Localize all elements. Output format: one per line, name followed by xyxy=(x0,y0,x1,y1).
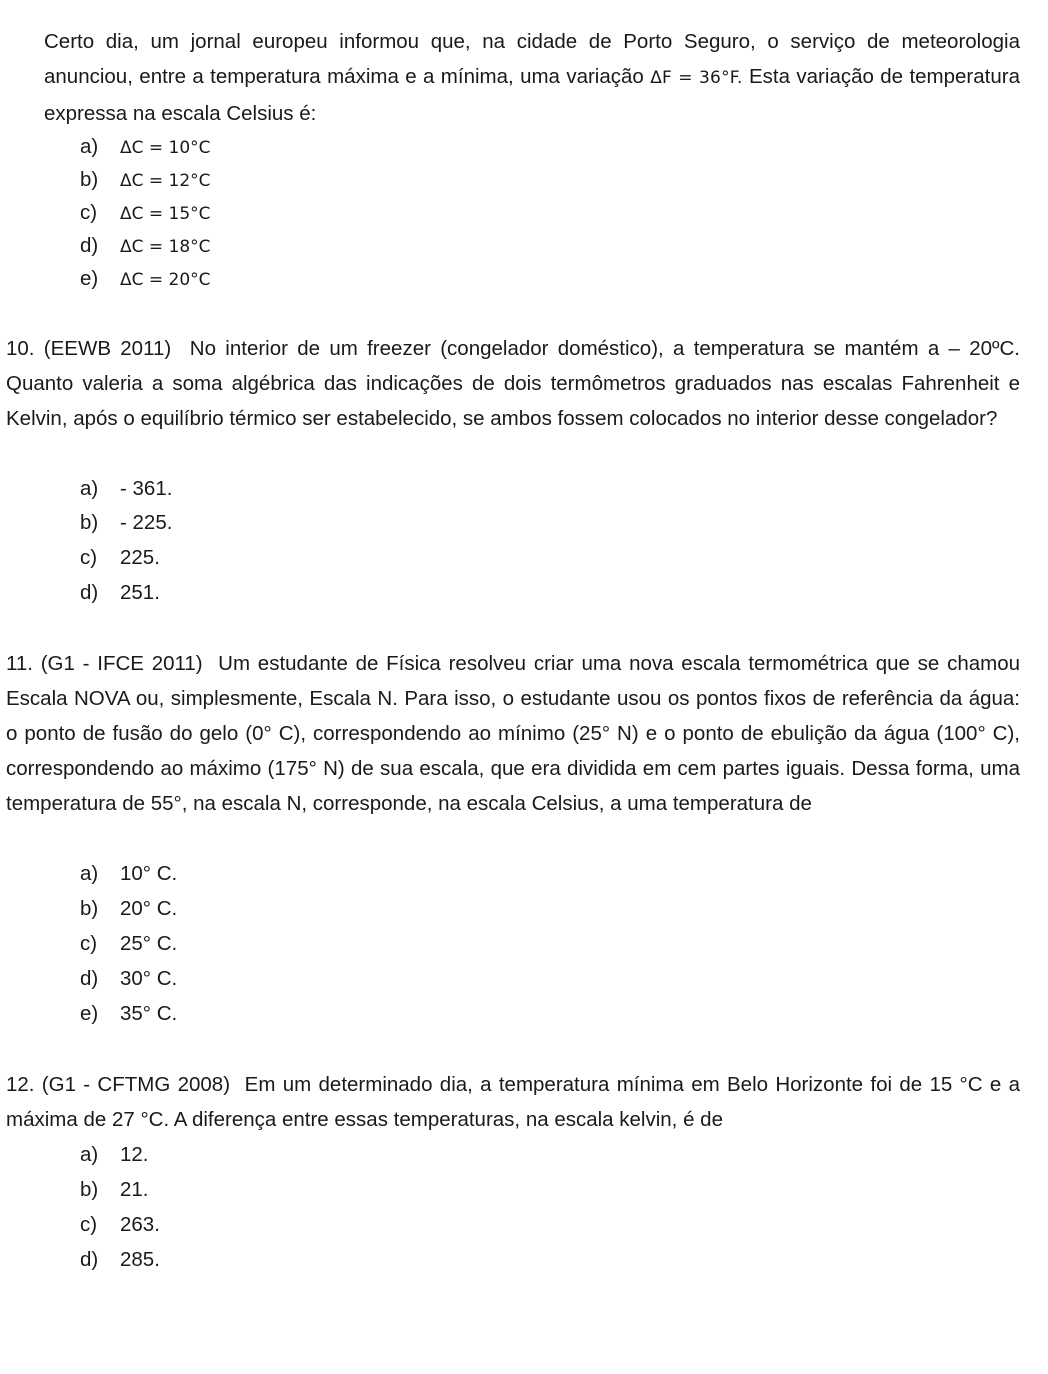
q11-option-c: c) 25° C. xyxy=(80,932,178,955)
q9-option-a: a) ΔC = 10°C xyxy=(80,135,211,158)
q11-option-e: e) 35° C. xyxy=(80,1002,178,1025)
q9-option-d: d) ΔC = 18°C xyxy=(80,234,211,257)
q10-option-a: a) - 361. xyxy=(80,477,173,500)
q11-option-b: b) 20° C. xyxy=(80,897,178,920)
q9-formula: ΔF = 36°F. xyxy=(650,68,743,88)
q12-option-a: a) 12. xyxy=(80,1143,149,1166)
q10-number: 10. (EEWB 2011) xyxy=(6,337,172,360)
q9-option-e: e) ΔC = 20°C xyxy=(80,267,211,290)
q10-option-c: c) 225. xyxy=(80,546,160,569)
q9-text-a: Certo dia, um jornal europeu informou que, na cidade de Porto Seguro, o serviço de meteorologia anunciou, entre a temperatura máxima e a mínima, uma variação xyxy=(44,30,1020,88)
q12-option-c: c) 263. xyxy=(80,1213,160,1236)
q10-statement xyxy=(6,331,1020,436)
q11-text: Um estudante de Física resolveu criar uma nova escala termométrica que se chamou Escala NOVA ou, simplesmente, Escala N. Para isso, o estudante usou os pontos fixos de referência da água: o ponto de fusão do gelo (0° C), correspondendo ao mínimo (25° N) e o ponto de ebulição da água (100° C), correspondendo ao máximo (175° N) de sua escala, que era dividida em cem partes iguais. Dessa forma, uma temperatura de 55°, na escala N, corresponde, na escala Celsius, a uma temperatura de xyxy=(6,652,1020,815)
q9-option-c: c) ΔC = 15°C xyxy=(80,201,211,224)
q11-number: 11. (G1 - IFCE 2011) xyxy=(6,652,203,675)
q10-option-d: d) 251. xyxy=(80,581,160,604)
q9-option-b: b) ΔC = 12°C xyxy=(80,168,211,191)
q12-number: 12. (G1 - CFTMG 2008) xyxy=(6,1073,231,1096)
q9-text-b: Esta variação de temperatura expressa na escala Celsius é: xyxy=(44,65,1020,125)
q11-option-d: d) 30° C. xyxy=(80,967,178,990)
q11-option-a: a) 10° C. xyxy=(80,862,178,885)
q11-statement xyxy=(6,646,1020,821)
q10-option-b: b) - 225. xyxy=(80,511,173,534)
q12-text: Em um determinado dia, a temperatura mínima em Belo Horizonte foi de 15 °C e a máxima de 27 °C. A diferença entre essas temperaturas, na escala kelvin, é de xyxy=(6,1073,1020,1131)
q12-option-d: d) 285. xyxy=(80,1248,160,1271)
q12-option-b: b) 21. xyxy=(80,1178,149,1201)
q10-text: No interior de um freezer (congelador doméstico), a temperatura se mantém a – 20ºC. Quanto valeria a soma algébrica das indicações de dois termômetros graduados nas escalas Fahrenheit e Kelvin, após o equilíbrio térmico ser estabelecido, se ambos fossem colocados no interior desse congelador? xyxy=(6,337,1020,430)
q9-statement xyxy=(44,24,1020,131)
q12-statement xyxy=(6,1067,1020,1137)
